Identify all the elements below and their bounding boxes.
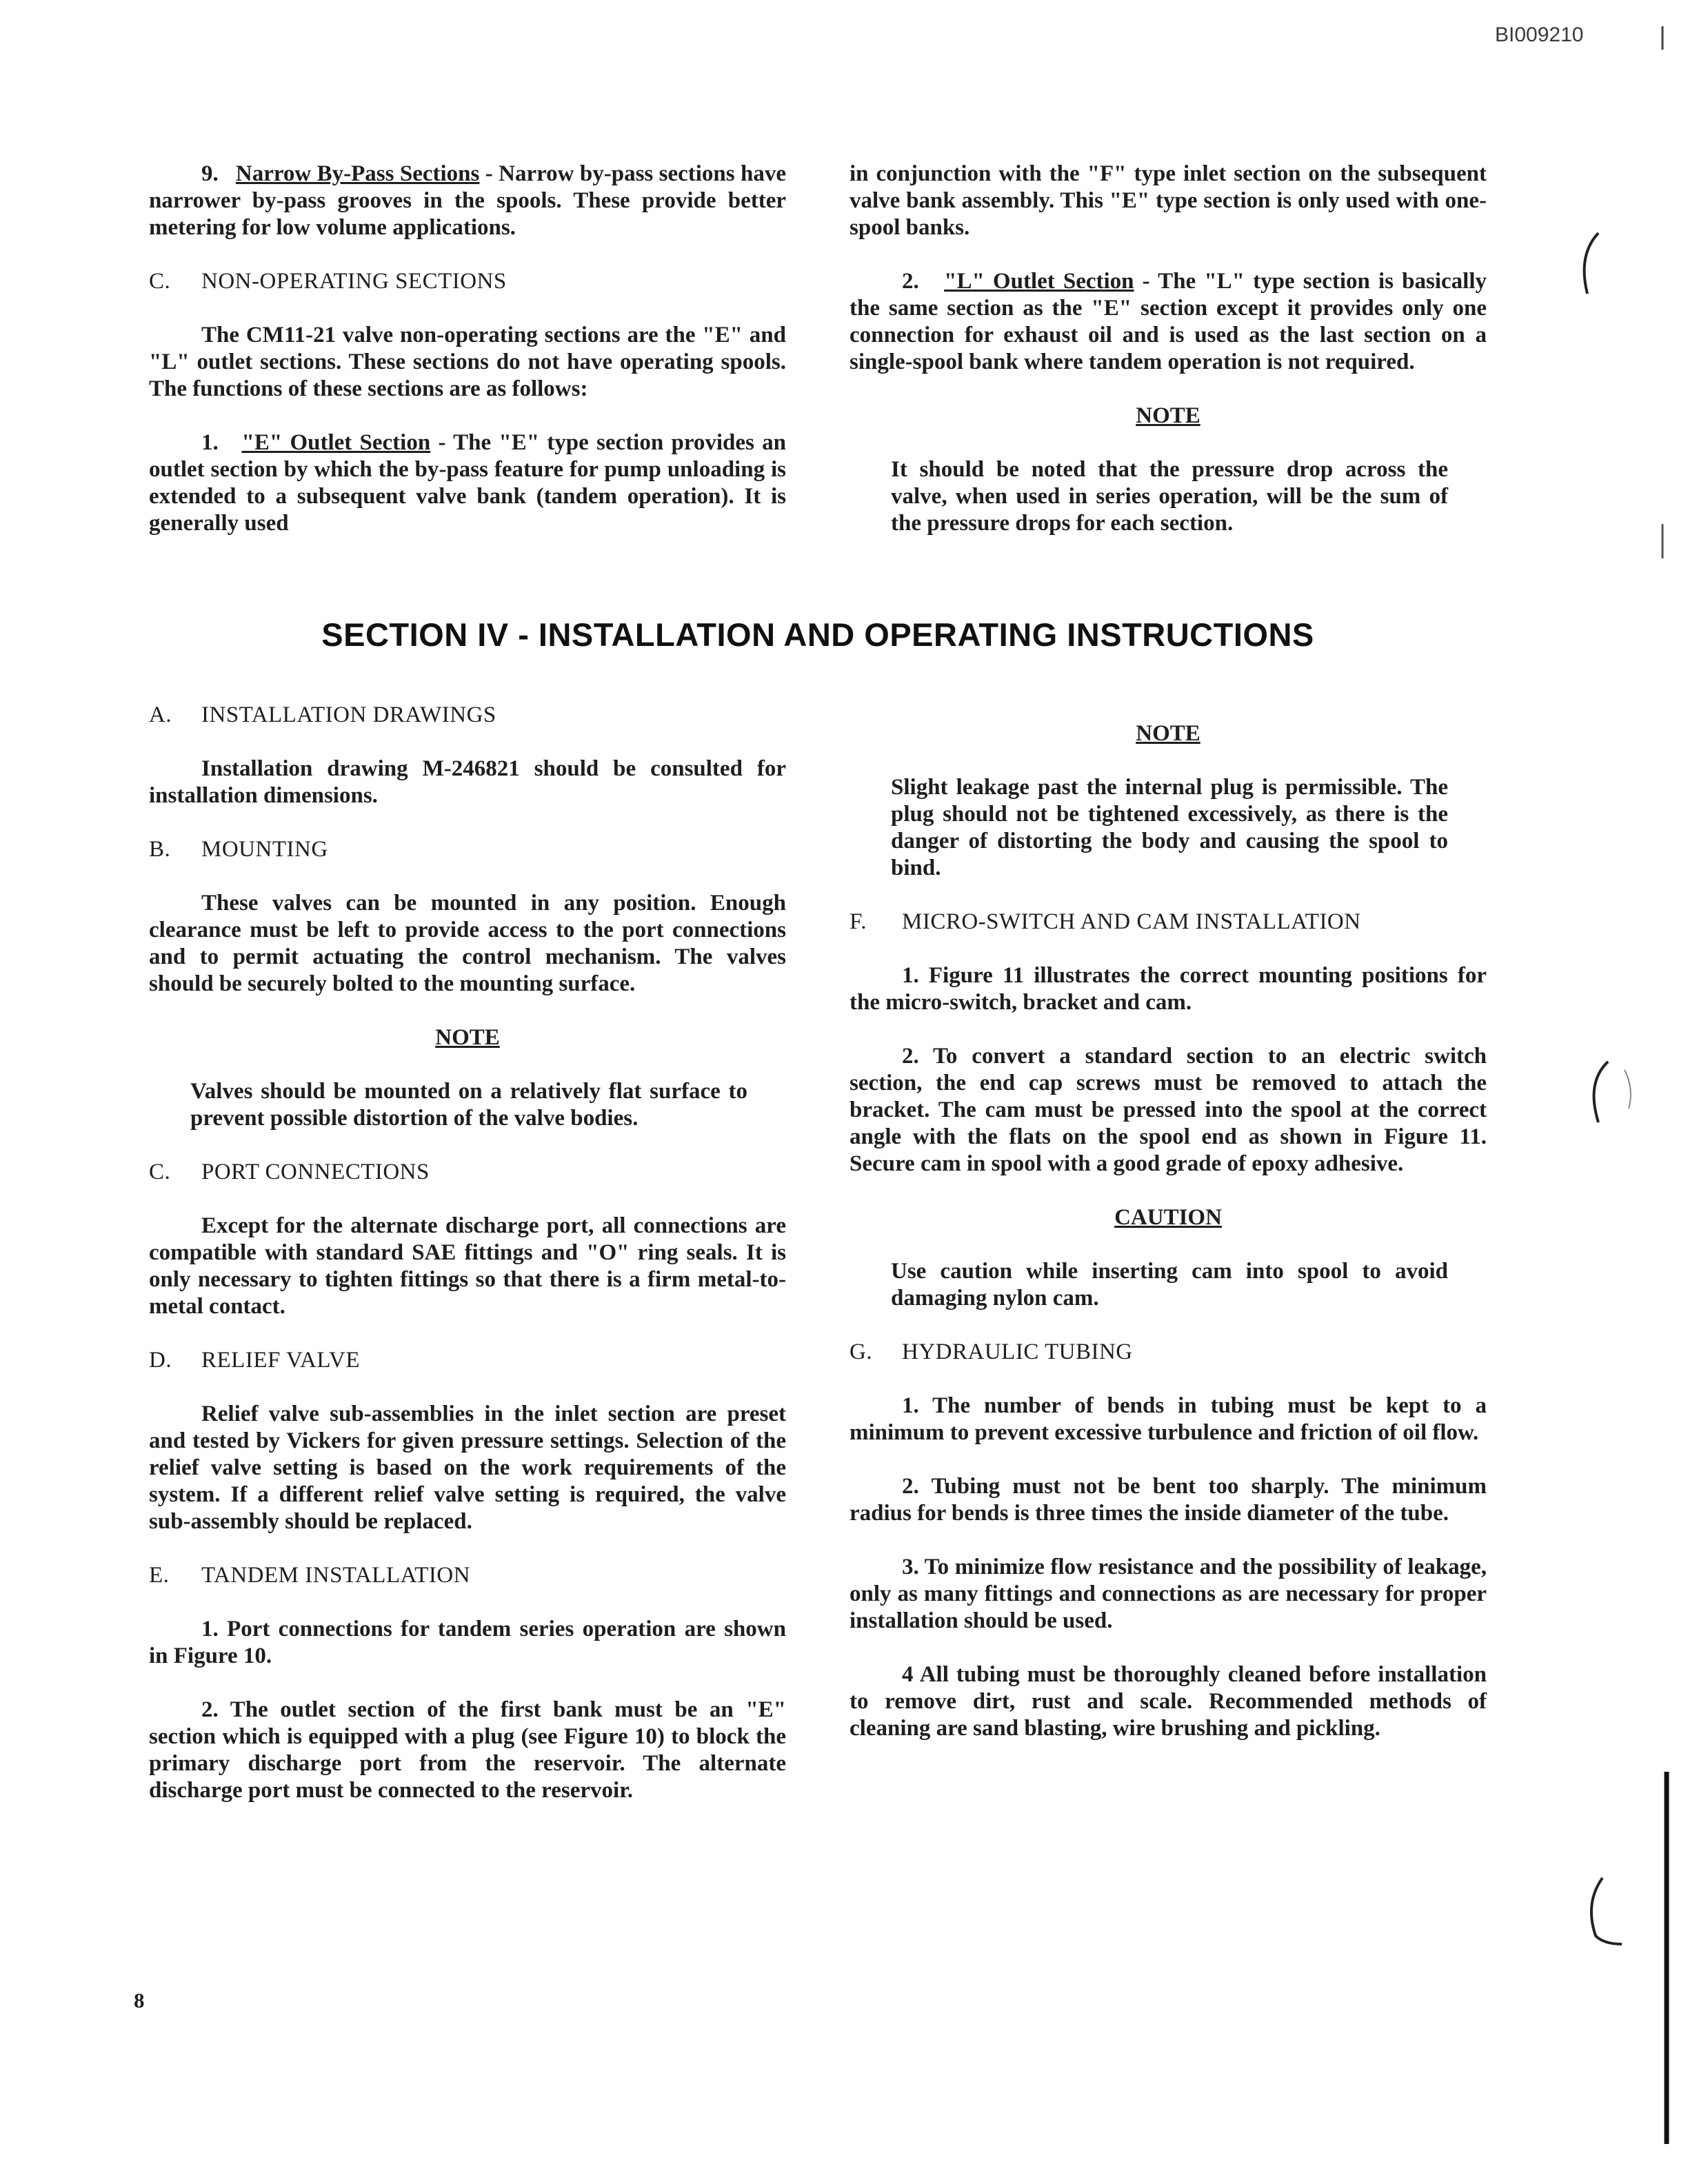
caution-title: CAUTION xyxy=(1114,1205,1222,1230)
narrow-bypass-title: Narrow By-Pass Sections xyxy=(235,161,480,186)
note-pressure-drop: It should be noted that the pressure drop across the valve, when used in series operation, will be the sum of the pressure drops for each section. xyxy=(891,457,1448,536)
note-leakage: Slight leakage past the internal plug is permissible. The plug should not be tightened excessively, as there is the danger of distorting the body and causing the spool to bind. xyxy=(891,775,1448,880)
edge-line-bottom xyxy=(1663,1772,1670,2144)
paragraph-port-connections: Except for the alternate discharge port, all connections are compatible with standard SAE fittings and "O" ring seals. It is only necessary to tighten fittings so that there is a firm metal-to-metal contact. xyxy=(149,1213,786,1319)
note-title-leakage: NOTE xyxy=(1136,721,1200,746)
heading-port-connections: C. PORT CONNECTIONS xyxy=(149,1160,430,1184)
paragraph-tubing-1: 1. The number of bends in tubing must be kept to a minimum to prevent excessive turbulence and friction of oil flow. xyxy=(850,1393,1487,1445)
paragraph-installation-drawings: Installation drawing M-246821 should be consulted for installation dimensions. xyxy=(149,756,786,808)
paragraph-micro-switch-2: 2. To convert a standard section to an electric switch section, the end cap screws must be removed to attach the bracket. The cam must be pressed into the spool at the correct angle with the flats on the spool end as shown in Figure 11. Secure cam in spool with a good grade of epoxy adhesive. xyxy=(850,1044,1487,1176)
paragraph-relief-valve: Relief valve sub-assemblies in the inlet section are preset and tested by Vickers for given pressure settings. Selection of the relief valve setting is based on the work requirements of the system. If a different relief valve setting is required, the valve sub-assembly should be replaced. xyxy=(149,1402,786,1534)
caution-cam: Use caution while inserting cam into spool to avoid damaging nylon cam. xyxy=(891,1259,1448,1311)
l-outlet-title: "L" Outlet Section xyxy=(944,269,1134,294)
heading-non-operating-sections: C. NON-OPERATING SECTIONS xyxy=(149,269,507,294)
heading-installation-drawings: A. INSTALLATION DRAWINGS xyxy=(149,702,496,727)
punch-hole-mark-3 xyxy=(1575,1872,1637,1948)
paragraph-e-outlet-continued: in conjunction with the "F" type inlet section on the subsequent valve bank assembly. This "E" type section is only used with one-spool banks. xyxy=(850,161,1487,240)
top-left-column xyxy=(149,161,786,564)
note-mounting: Valves should be mounted on a relatively flat surface to prevent possible distortion of the valve bodies. xyxy=(190,1079,747,1131)
paragraph-narrow-bypass: 9. Narrow By-Pass Sections - Narrow by-pass sections have narrower by-pass grooves in the spools. These provide better metering for low volume applications. xyxy=(149,161,787,240)
paragraph-l-outlet: 2. "L" Outlet Section - The "L" type section is basically the same section as the "E" section except it provides only one connection for exhaust oil and is used as the last section on a single-spool bank where tandem operation is not required. xyxy=(850,269,1487,374)
heading-hydraulic-tubing: G. HYDRAULIC TUBING xyxy=(850,1339,1133,1364)
section-title: SECTION IV - INSTALLATION AND OPERATING INSTRUCTIONS xyxy=(321,616,1314,653)
note-title-mounting: NOTE xyxy=(435,1025,500,1050)
paragraph-tandem-1: 1. Port connections for tandem series operation are shown in Figure 10. xyxy=(149,1617,786,1668)
punch-hole-mark-1 xyxy=(1572,228,1614,303)
paragraph-micro-switch-1: 1. Figure 11 illustrates the correct mounting positions for the micro-switch, bracket and cam. xyxy=(850,963,1487,1015)
punch-hole-mark-2 xyxy=(1579,1055,1641,1131)
paragraph-non-operating: The CM11-21 valve non-operating sections are the "E" and "L" outlet sections. These sections do not have operating spools. The functions of these sections are as follows: xyxy=(149,323,786,401)
document-id: BI009210 xyxy=(1495,23,1584,46)
paragraph-e-outlet: 1. "E" Outlet Section - The "E" type section provides an outlet section by which the by-pass feature for pump unloading is extended to a subsequent valve bank (tandem operation). It is generally used xyxy=(149,430,786,536)
bottom-left-column xyxy=(149,702,786,1831)
top-right-column xyxy=(850,161,1487,564)
heading-relief-valve: D. RELIEF VALVE xyxy=(149,1348,361,1373)
bottom-right-column xyxy=(850,720,1487,1769)
paragraph-tandem-2: 2. The outlet section of the first bank must be an "E" section which is equipped with a plug (see Figure 10) to block the primary discharge port from the reservoir. The alternate discharge port must be connected to the reservoir. xyxy=(149,1697,786,1803)
paragraph-tubing-2: 2. Tubing must not be bent too sharply. The minimum radius for bends is three times the inside diameter of the tube. xyxy=(850,1474,1487,1526)
heading-micro-switch: F. MICRO-SWITCH AND CAM INSTALLATION xyxy=(850,909,1361,934)
note-title-pressure: NOTE xyxy=(1136,403,1200,428)
page-number: 8 xyxy=(134,1988,145,2012)
paragraph-tubing-3: 3. To minimize flow resistance and the possibility of leakage, only as many fittings and connections as are necessary for proper installation should be used. xyxy=(850,1555,1487,1633)
heading-mounting: B. MOUNTING xyxy=(149,837,328,862)
paragraph-mounting: These valves can be mounted in any position. Enough clearance must be left to provide access to the port connections and to permit actuating the control mechanism. The valves should be securely bolted to the mounting surface. xyxy=(149,891,786,996)
e-outlet-title: "E" Outlet Section xyxy=(241,430,431,455)
edge-mark-top xyxy=(1660,26,1665,54)
heading-tandem-installation: E. TANDEM INSTALLATION xyxy=(149,1563,471,1588)
edge-mark-mid xyxy=(1660,524,1665,563)
paragraph-tubing-4: 4 All tubing must be thoroughly cleaned before installation to remove dirt, rust and scale. Recommended methods of cleaning are sand blasting, wire brushing and pickling. xyxy=(850,1662,1487,1741)
